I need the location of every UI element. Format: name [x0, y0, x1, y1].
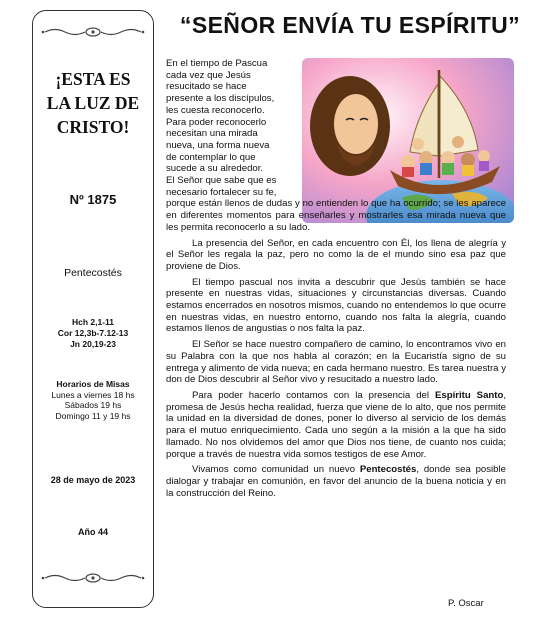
text-run: Vivamos como comunidad un nuevo — [192, 464, 360, 476]
issue-number: Nº 1875 — [69, 192, 117, 207]
author-signature: P. Oscar — [448, 598, 484, 609]
issue-date: 28 de mayo de 2023 — [50, 475, 136, 485]
slogan-line: ¡ESTA ES — [55, 69, 131, 89]
lead-line: nueva, una forma nueva — [166, 139, 270, 151]
reading-ref: Jn 20,19-23 — [70, 339, 116, 349]
text-run: , promesa de Jesús hecha realidad, fuerza que viene de lo alto, que nos permite la unidad en la diversidad de dones, poner lo diverso al servicio de los demás para el mutuo enriquecimiento. Cada uno según a la misión a la que ha sido llamado. No nos olvidemos del amor que Dios nos tiene, de cuanto nos cuida; porque a través de nuestra vida somos testigos de ese Amor. — [166, 389, 506, 460]
page-title: “SEÑOR ENVÍA TU ESPÍRITU” — [179, 12, 521, 38]
slogan-line: LA LUZ DE — [46, 93, 140, 113]
slogan — [33, 67, 153, 139]
lead-line: sucede a su alrededor. — [166, 163, 264, 175]
paragraph: porque están llenos de dudas y no entienden lo que ha ocurrido; se les aparece en diferentes momentos para enseñarles y mostrarles esa mirada nueva que les permita reconocerlo a su lado. — [166, 198, 506, 233]
slogan-line: CRISTO! — [56, 117, 130, 137]
reading-ref: Hch 2,1-11 — [71, 317, 115, 327]
lead-line: resucitado se hace — [166, 81, 247, 93]
lead-line: El Señor que sabe que es — [166, 175, 277, 187]
lead-line: cada vez que Jesús — [166, 69, 251, 81]
paragraph: El Señor se hace nuestro compañero de camino, lo encontramos vivo en su Palabra con la que nos habla al corazón; en la Eucaristía signo de su entrega y alimento de vida nueva; en cada hermano nuestro. Es tarea nuestra y don de Dios descubrir al Señor vivo y resucitado a nuestro lado. — [166, 339, 506, 386]
paragraph: La presencia del Señor, en cada encuentro con Él, los llena de alegría y el Señor les regala la paz, pero no como la de el mundo sino esa paz que proviene de Dios. — [166, 237, 506, 272]
lead-line: de contemplar lo que — [166, 151, 256, 163]
lead-line: presente a los discípulos, — [166, 93, 275, 105]
paragraph — [166, 390, 506, 460]
text-run: Para poder hacerlo contamos con la presencia del — [192, 389, 435, 401]
lead-line: Para poder reconocerlo — [166, 116, 267, 128]
emphasis-pentecost: Pentecostés — [359, 464, 417, 476]
top-ornament-icon — [41, 25, 145, 39]
bottom-ornament-icon — [41, 571, 145, 585]
lead-line: les cuesta reconocerlo. — [166, 104, 265, 116]
readings — [33, 317, 153, 350]
mass-time: Sábados 19 hs — [64, 400, 122, 410]
sidebar-panel — [32, 10, 154, 608]
paragraph — [166, 464, 506, 499]
lead-paragraph — [166, 58, 296, 198]
issue-year: Año 44 — [77, 527, 108, 537]
mass-schedule — [33, 379, 153, 421]
lead-line: En el tiempo de Pascua — [166, 58, 268, 69]
paragraph: El tiempo pascual nos invita a descubrir que Jesús también se hace presente en nuestras vidas, situaciones y circunstancias diversas. Cuando estamos encerrados en nosotros mismos, cuando no entendemos lo que ocurre en nuestras vidas, en nuestro entorno, cuando nos falta la alegría, cuando estamos llenos de angustias o nos falta la paz. — [166, 276, 506, 335]
text-run: , donde sea posible dialogar y trabajar en comunión, en favor del anuncio de la buena noticia y en la construcción del Reino. — [166, 464, 506, 499]
mass-time: Domingo 11 y 19 hs — [55, 410, 131, 421]
emphasis-holy-spirit: Espíritu Santo — [434, 389, 504, 401]
feast-name: Pentecostés — [64, 267, 122, 279]
article-body — [166, 58, 506, 503]
reading-ref: Cor 12,3b-7.12-13 — [57, 328, 129, 338]
lead-line: necesario fortalecer su fe, — [166, 186, 277, 198]
lead-line: necesitan una mirada — [166, 128, 258, 140]
mass-schedule-title: Horarios de Misas — [56, 379, 130, 389]
mass-time: Lunes a viernes 18 hs — [51, 389, 135, 400]
